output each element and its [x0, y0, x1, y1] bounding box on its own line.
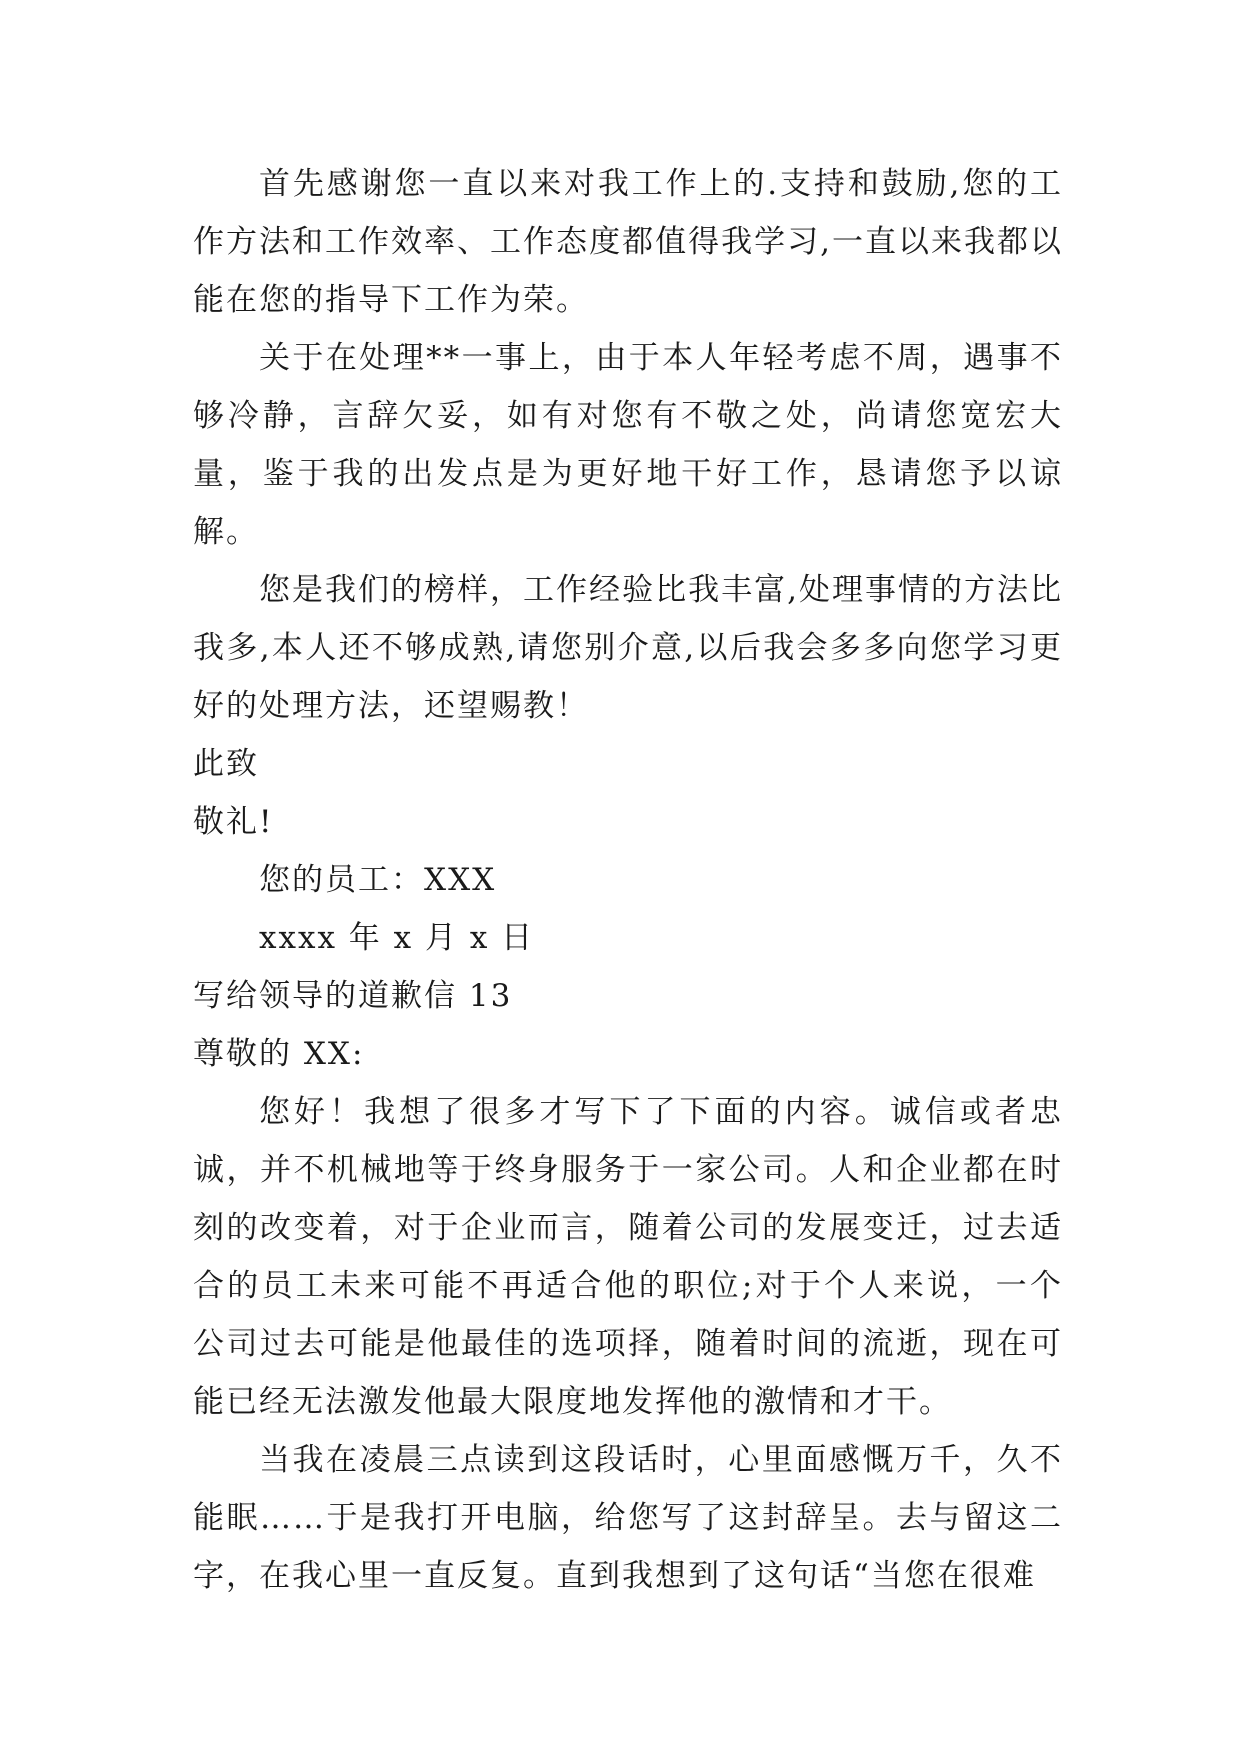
document-body [193, 155, 1063, 1605]
body-paragraph-4: 您好！我想了很多才写下了下面的内容。诚信或者忠诚，并不机械地等于终身服务于一家公司。人和企业都在时刻的改变着，对于企业而言，随着公司的发展变迁，过去适合的员工未来可能不再适合他的职位;对于个人来说，一个公司过去可能是他最佳的选项择，随着时间的流逝，现在可能已经无法激发他最大限度地发挥他的激情和才干。 [193, 1094, 1063, 1420]
signature-line: 您的员工：XXX [259, 862, 497, 898]
body-paragraph-2: 关于在处理**一事上，由于本人年轻考虑不周，遇事不够冷静，言辞欠妥，如有对您有不敬之处，尚请您宽宏大量，鉴于我的出发点是为更好地干好工作，恳请您予以谅解。 [193, 340, 1063, 550]
date-line: xxxx 年 x 月 x 日 [259, 920, 535, 956]
closing-line-1: 此致 [193, 746, 259, 782]
body-paragraph-3: 您是我们的榜样，工作经验比我丰富,处理事情的方法比我多,本人还不够成熟,请您别介意,以后我会多多向您学习更好的处理方法，还望赐教！ [193, 572, 1063, 724]
closing-line-2: 敬礼! [193, 804, 274, 840]
salutation-line: 尊敬的 XX: [193, 1036, 365, 1072]
body-paragraph-5: 当我在凌晨三点读到这段话时，心里面感慨万千，久不能眠……于是我打开电脑，给您写了这封辞呈。去与留这二字，在我心里一直反复。直到我想到了这句话“当您在很难 [193, 1442, 1063, 1594]
body-paragraph-1: 首先感谢您一直以来对我工作上的.支持和鼓励,您的工作方法和工作效率、工作态度都值得我学习,一直以来我都以能在您的指导下工作为荣。 [193, 166, 1063, 318]
section-title: 写给领导的道歉信 13 [193, 978, 513, 1014]
